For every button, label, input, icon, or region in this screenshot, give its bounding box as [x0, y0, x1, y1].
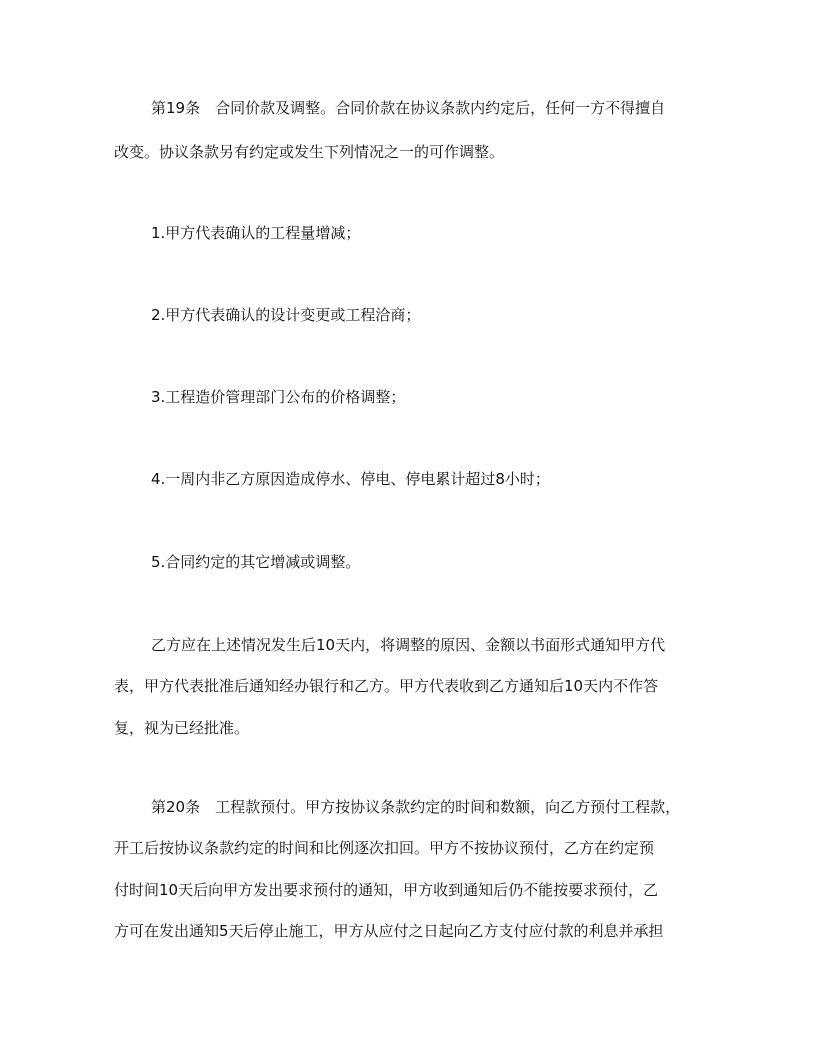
notice-line-2: 表，甲方代表批准后通知经办银行和乙方。甲方代表收到乙方通知后10天内不作答 — [114, 677, 659, 695]
list-item: 4.一周内非乙方原因造成停水、停电、停电累计超过8小时； — [151, 470, 550, 488]
article-20-line-3: 付时间10天后向甲方发出要求预付的通知，甲方收到通知后仍不能按要求预付，乙 — [114, 881, 659, 899]
list-item: 5.合同约定的其它增减或调整。 — [151, 553, 361, 571]
notice-line-1: 乙方应在上述情况发生后10天内，将调整的原因、金额以书面形式通知甲方代 — [151, 636, 666, 654]
article-19-line-1: 第19条 合同价款及调整。合同价款在协议条款内约定后，任何一方不得擅自 — [151, 99, 666, 117]
list-item: 2.甲方代表确认的设计变更或工程洽商； — [151, 306, 421, 324]
article-20-line-1: 第20条 工程款预付。甲方按协议条款约定的时间和数额，向乙方预付工程款， — [151, 798, 681, 816]
article-20-line-4: 方可在发出通知5天后停止施工，甲方从应付之日起向乙方支付应付款的利息并承担 — [114, 922, 664, 940]
list-item: 1.甲方代表确认的工程量增减； — [151, 224, 361, 242]
notice-line-3: 复，视为已经批准。 — [114, 719, 250, 737]
article-19-line-2: 改变。协议条款另有约定或发生下列情况之一的可作调整。 — [114, 143, 505, 161]
list-item: 3.工程造价管理部门公布的价格调整； — [151, 388, 406, 406]
article-20-line-2: 开工后按协议条款约定的时间和比例逐次扣回。甲方不按协议预付，乙方在约定预 — [114, 839, 655, 857]
